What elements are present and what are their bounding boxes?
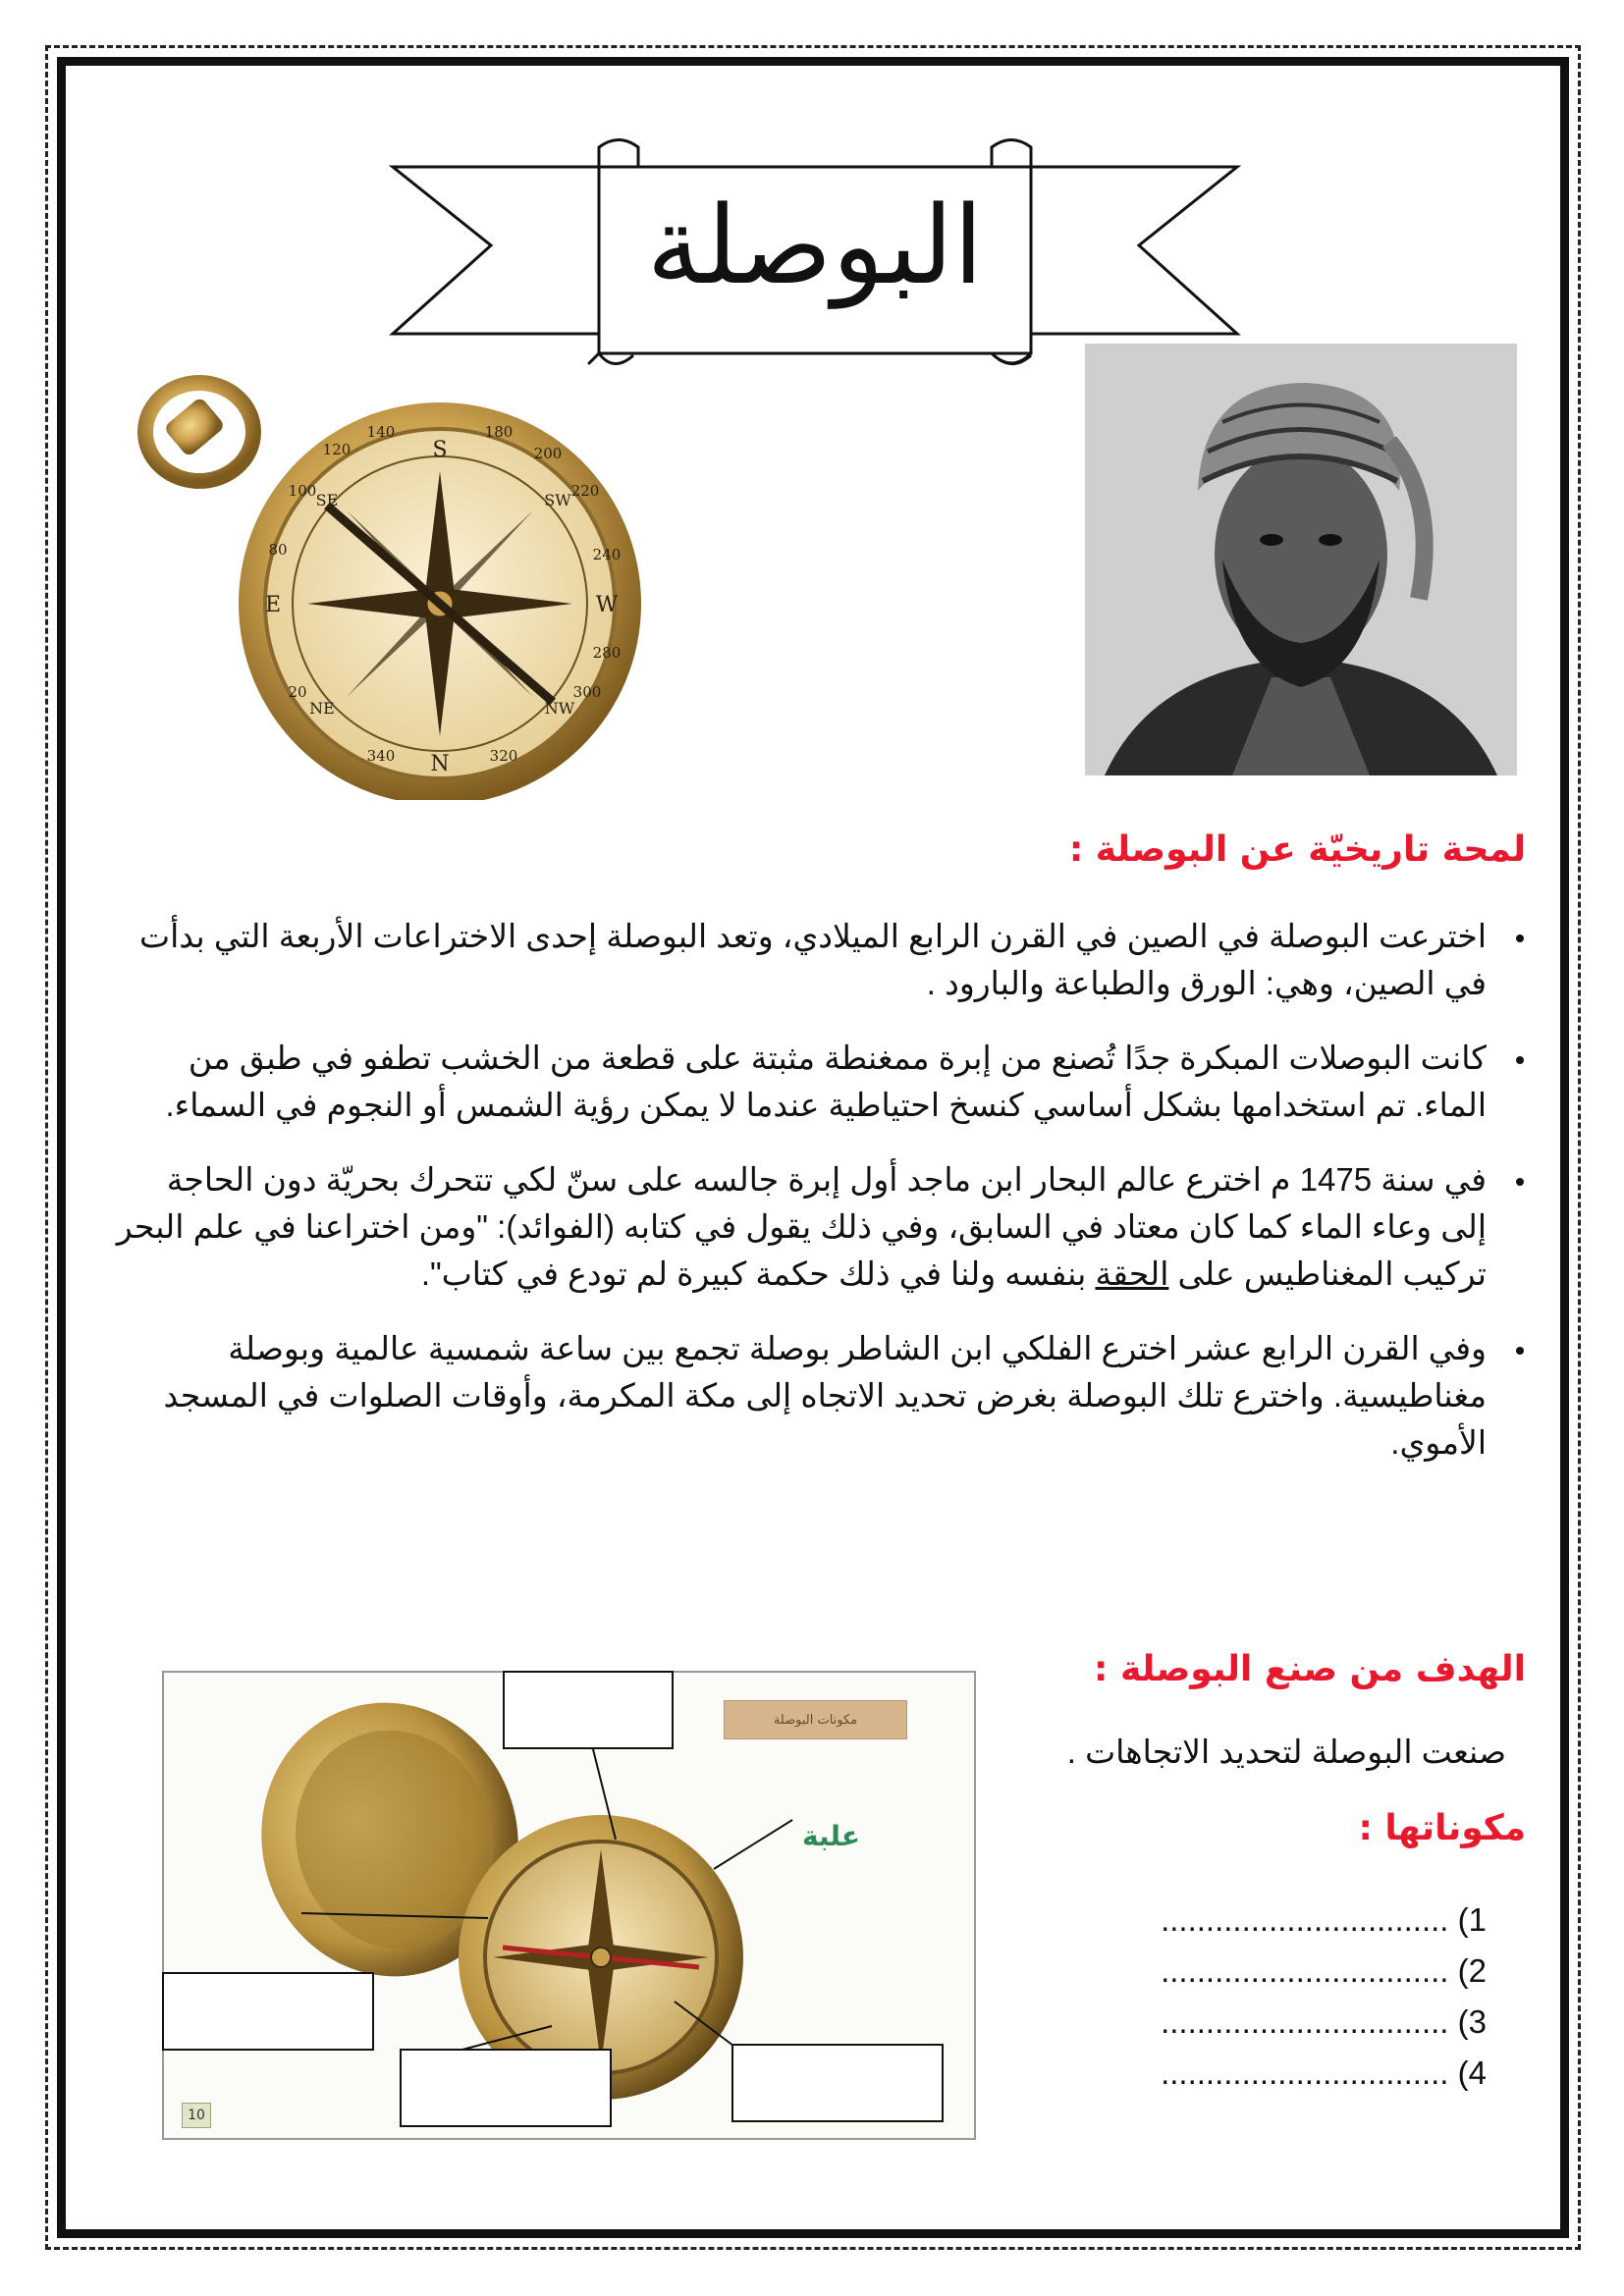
bullet-dot (1516, 934, 1524, 942)
component-number: 3) (1457, 2003, 1487, 2040)
component-blank[interactable]: ................................ (1161, 2055, 1449, 2091)
compass-deg-80: 80 (268, 541, 288, 559)
compass-deg-120: 120 (322, 441, 352, 458)
compass-label-ne: NE (309, 699, 335, 718)
label-answer-box-4[interactable] (731, 2044, 944, 2122)
label-answer-box-1[interactable] (503, 1671, 674, 1749)
history-bullet-text-before: في سنة 1475 م اخترع عالم البحار ابن ماجد أول إبرة جالسه على سنّ لكي تتحرك بحريّة دون الحاجة إلى وعاء الماء كما كان معتاد في السابق، وفي ذلك يقول في كتابه (الفوائد): "ومن اختراعنا في علم البحر تركيب المغناطيس على (116, 1161, 1487, 1292)
history-list (112, 913, 1526, 1494)
compass-deg-200: 200 (533, 445, 563, 462)
ibn-majid-portrait (1085, 344, 1517, 775)
component-item-2 (1015, 1946, 1487, 1997)
component-blank[interactable]: ................................ (1161, 1901, 1449, 1938)
page-title: البوصلة (646, 183, 984, 308)
component-blank[interactable]: ................................ (1161, 1952, 1449, 1989)
history-bullet-3 (112, 1156, 1526, 1298)
diagram-title-tag: مكونات البوصلة (724, 1700, 907, 1739)
compass-label-e: E (264, 593, 282, 617)
purpose-text: صنعت البوصلة لتحديد الاتجاهات . (1066, 1734, 1506, 1770)
history-bullet-text: وفي القرن الرابع عشر اخترع الفلكي ابن الشاطر بوصلة تجمع بين ساعة شمسية عالمية وبوصلة مغناطيسية. واخترع تلك البوصلة بغرض تحديد الاتجاه إلى مكة المكرمة، وأوقات الصلوات في المسجد الأموي. (163, 1330, 1487, 1461)
label-answer-box-2[interactable] (162, 1972, 374, 2051)
compass-label-nw: NW (544, 699, 575, 718)
component-number: 4) (1457, 2055, 1487, 2091)
component-item-4 (1015, 2048, 1487, 2099)
history-bullet-text: اخترعت البوصلة في الصين في القرن الرابع الميلادي، وتعد البوصلة إحدى الاختراعات الأربعة التي بدأت في الصين، وهي: الورق والطباعة والبارود . (139, 918, 1487, 1001)
diagram-label-box: علبة (802, 1820, 860, 1852)
compass-label-n: N (430, 752, 450, 776)
compass-label-s: S (432, 438, 448, 462)
component-item-1 (1015, 1895, 1487, 1946)
diagram-page-number: 10 (182, 2103, 211, 2128)
history-bullet-underlined-word: الحقة (1095, 1255, 1169, 1292)
compass-label-w: W (595, 593, 619, 617)
history-bullet-text-after: بنفسه ولنا في ذلك حكمة كبيرة لم تودع في كتاب". (420, 1255, 1096, 1292)
compass-photo-graphic (116, 358, 666, 800)
bullet-dot (1516, 1056, 1524, 1064)
history-heading: لمحة تاريخيّة عن البوصلة : (1068, 829, 1526, 870)
compass-deg-340: 340 (366, 747, 396, 765)
history-bullet-4 (112, 1325, 1526, 1467)
compass-parts-diagram (162, 1671, 976, 2140)
compass-deg-300: 300 (572, 683, 602, 701)
compass-deg-20: 20 (288, 683, 307, 701)
component-number: 2) (1457, 1952, 1487, 1989)
components-list (1015, 1895, 1487, 2099)
bullet-dot (1516, 1178, 1524, 1186)
portrait-graphic (1085, 344, 1517, 775)
compass-deg-280: 280 (592, 644, 622, 662)
history-bullet-text: كانت البوصلات المبكرة جدًا تُصنع من إبرة ممغنطة مثبتة على قطعة من الخشب تطفو في طبق من الماء. تم استخدامها بشكل أساسي كنسخ احتياطية عندما لا يمكن رؤية الشمس أو النجوم في السماء. (165, 1040, 1487, 1123)
component-item-3 (1015, 1997, 1487, 2048)
compass-photo (116, 358, 666, 800)
components-heading: مكوناتها : (1358, 1808, 1526, 1848)
compass-deg-180: 180 (484, 423, 514, 441)
history-bullet-2 (112, 1035, 1526, 1129)
component-number: 1) (1457, 1901, 1487, 1938)
component-blank[interactable]: ................................ (1161, 2003, 1449, 2040)
label-answer-box-3[interactable] (400, 2049, 612, 2127)
compass-label-sw: SW (544, 491, 571, 509)
compass-deg-240: 240 (592, 546, 622, 563)
compass-deg-220: 220 (570, 482, 600, 500)
history-bullet-1 (112, 913, 1526, 1007)
purpose-heading: الهدف من صنع البوصلة : (1094, 1649, 1526, 1689)
compass-deg-320: 320 (489, 747, 518, 765)
bullet-dot (1516, 1347, 1524, 1355)
compass-label-se: SE (315, 491, 339, 509)
compass-deg-100: 100 (288, 482, 317, 500)
compass-deg-140: 140 (366, 423, 396, 441)
